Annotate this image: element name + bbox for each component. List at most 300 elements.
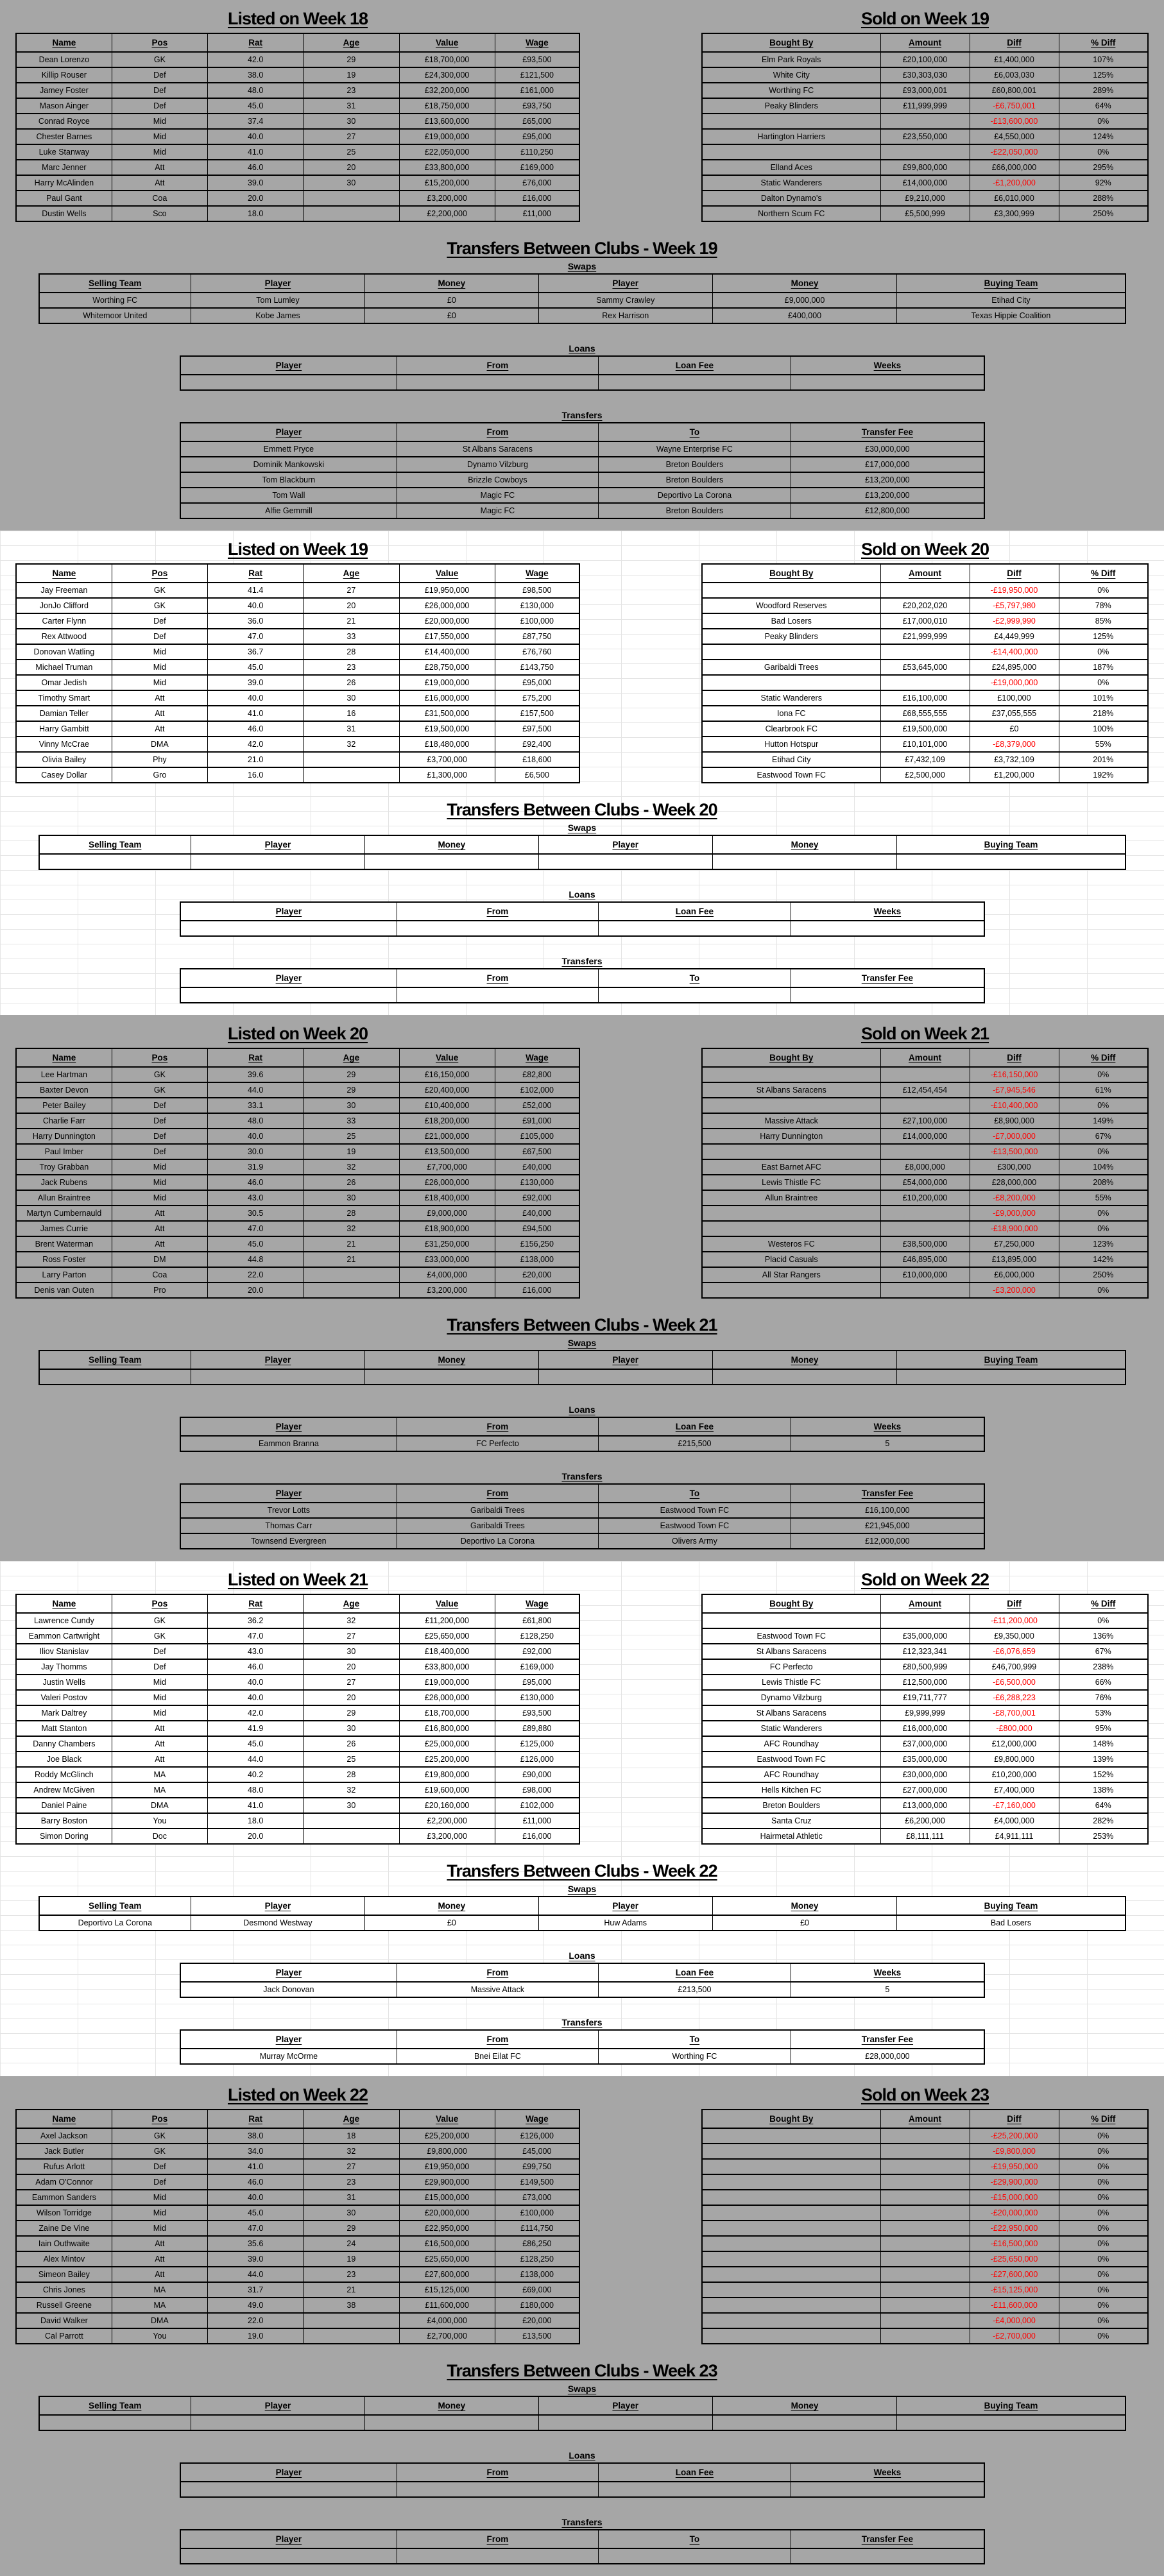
table-row <box>16 52 579 67</box>
cell: £102,000 <box>495 1082 579 1098</box>
table-row <box>16 2159 579 2174</box>
listed-table <box>15 1048 580 1299</box>
column-header: Selling Team <box>39 274 191 293</box>
cell: 27 <box>304 583 399 598</box>
cell: £20,160,000 <box>399 1798 495 1813</box>
cell: £19,000,000 <box>399 675 495 690</box>
table-row <box>702 675 1148 690</box>
sold-title: Sold on Week 19 <box>860 9 989 28</box>
cell: 32 <box>304 1782 399 1798</box>
header-row <box>702 33 1148 52</box>
column-header: Buying Team <box>897 2396 1125 2415</box>
column-header: Player <box>180 2530 397 2548</box>
cell: Tom Lumley <box>191 293 365 308</box>
cell: £3,200,000 <box>399 1829 495 1844</box>
cell: 138% <box>1059 1782 1148 1798</box>
cell: 92% <box>1059 175 1148 191</box>
cell: 40.0 <box>208 1129 304 1144</box>
listed-title: Listed on Week 22 <box>227 2085 368 2104</box>
column-header: Buying Team <box>897 835 1125 854</box>
loans-table <box>180 901 985 937</box>
cell: Def <box>112 67 207 83</box>
header-row <box>702 2110 1148 2128</box>
cell: Tom Wall <box>180 488 397 503</box>
column-header: % Diff <box>1059 2110 1148 2128</box>
cell: 32 <box>304 2144 399 2159</box>
cell: Att <box>112 1206 207 1221</box>
cell <box>880 675 970 690</box>
table-row <box>702 1782 1148 1798</box>
column-header: Pos <box>112 33 207 52</box>
cell: Baxter Devon <box>16 1082 112 1098</box>
cell: £37,000,000 <box>880 1736 970 1752</box>
cell: £10,200,000 <box>970 1767 1059 1782</box>
cell: 40.0 <box>208 2190 304 2205</box>
column-header: To <box>598 423 791 441</box>
column-header: Pos <box>112 2110 207 2128</box>
cell: £92,000 <box>495 1190 579 1206</box>
cell: £52,000 <box>495 1098 579 1113</box>
deals-label: Transfers <box>561 2517 603 2527</box>
table-row <box>16 1628 579 1644</box>
deals-label: Transfers <box>561 1471 603 1481</box>
cell: £40,000 <box>495 1159 579 1175</box>
cell: £93,000,001 <box>880 83 970 98</box>
cell: 29 <box>304 1082 399 1098</box>
column-header: Amount <box>880 1594 970 1613</box>
cell: £35,000,000 <box>880 1628 970 1644</box>
table-row <box>16 1690 579 1705</box>
cell: Etihad City <box>897 293 1125 308</box>
table-row <box>16 2128 579 2144</box>
cell: £92,000 <box>495 1644 579 1659</box>
cell <box>712 854 897 869</box>
cell: £30,000,000 <box>791 441 984 457</box>
table-row <box>16 1206 579 1221</box>
cell <box>791 375 984 390</box>
transfers-section <box>0 1861 1164 2065</box>
column-header: Weeks <box>791 1963 984 1982</box>
cell <box>880 1221 970 1236</box>
cell: 21 <box>304 613 399 629</box>
column-header: Wage <box>495 1594 579 1613</box>
week-band-23 <box>0 2076 1164 2576</box>
cell: £11,999,999 <box>880 98 970 114</box>
cell: Harry Dunnington <box>702 1129 880 1144</box>
cell: 61% <box>1059 1082 1148 1098</box>
cell: £16,800,000 <box>399 1721 495 1736</box>
cell: Def <box>112 98 207 114</box>
cell: 64% <box>1059 1798 1148 1813</box>
cell: 19 <box>304 2251 399 2267</box>
cell: Att <box>112 2236 207 2251</box>
cell <box>702 1144 880 1159</box>
cell: Simon Doring <box>16 1829 112 1844</box>
table-row <box>702 1144 1148 1159</box>
cell: Bad Losers <box>897 1915 1125 1931</box>
cell: £114,750 <box>495 2221 579 2236</box>
cell <box>880 2205 970 2221</box>
listed-table <box>15 1594 580 1845</box>
cell: Def <box>112 2159 207 2174</box>
cell: £65,000 <box>495 114 579 129</box>
cell: Lewis Thistle FC <box>702 1675 880 1690</box>
table-row <box>180 2049 984 2064</box>
cell: FC Perfecto <box>702 1659 880 1675</box>
cell: 30 <box>304 175 399 191</box>
column-header: Money <box>712 1351 897 1369</box>
cell: Att <box>112 160 207 175</box>
cell: Hells Kitchen FC <box>702 1782 880 1798</box>
cell: 124% <box>1059 129 1148 144</box>
cell <box>702 2174 880 2190</box>
cell <box>880 644 970 660</box>
cell: £10,101,000 <box>880 737 970 752</box>
column-header: Name <box>16 33 112 52</box>
cell: Alfie Gemmill <box>180 503 397 518</box>
cell: 31 <box>304 721 399 737</box>
column-header: Wage <box>495 33 579 52</box>
table-row <box>702 2144 1148 2159</box>
cell: £21,000,000 <box>399 1129 495 1144</box>
column-header: Money <box>712 835 897 854</box>
cell: Huw Adams <box>538 1915 712 1931</box>
cell: £25,200,000 <box>399 2128 495 2144</box>
cell: Rufus Arlott <box>16 2159 112 2174</box>
cell: £0 <box>970 721 1059 737</box>
column-header: Transfer Fee <box>791 2030 984 2049</box>
swaps-table <box>39 1350 1126 1385</box>
column-header: Player <box>180 969 397 987</box>
cell: 45.0 <box>208 98 304 114</box>
cell: £80,500,999 <box>880 1659 970 1675</box>
cell: Larry Parton <box>16 1267 112 1283</box>
cell: £9,000,000 <box>712 293 897 308</box>
cell: Static Wanderers <box>702 175 880 191</box>
table-row <box>702 144 1148 160</box>
cell: Mid <box>112 2190 207 2205</box>
cell: £28,000,000 <box>970 1175 1059 1190</box>
column-header: Diff <box>970 1594 1059 1613</box>
cell: 21.0 <box>208 752 304 767</box>
cell: Denis van Outen <box>16 1283 112 1298</box>
cell: Deportivo La Corona <box>397 1533 598 1549</box>
cell: 30 <box>304 1798 399 1813</box>
cell: £37,055,555 <box>970 706 1059 721</box>
cell: 0% <box>1059 144 1148 160</box>
cell: £6,010,000 <box>970 191 1059 206</box>
cell <box>880 2190 970 2205</box>
cell: 250% <box>1059 206 1148 221</box>
table-row <box>16 2236 579 2251</box>
table-row <box>16 721 579 737</box>
column-header: Money <box>712 2396 897 2415</box>
cell: 20.0 <box>208 1283 304 1298</box>
cell: £27,000,000 <box>880 1782 970 1798</box>
deals-table <box>180 1483 985 1549</box>
cell: Etihad City <box>702 752 880 767</box>
swaps-label: Swaps <box>567 2384 597 2394</box>
column-header: Name <box>16 1048 112 1067</box>
cell: GK <box>112 1067 207 1082</box>
table-row <box>702 129 1148 144</box>
cell: £2,700,000 <box>399 2328 495 2344</box>
listed-table <box>15 33 580 222</box>
column-header: From <box>397 969 598 987</box>
cell: 125% <box>1059 629 1148 644</box>
cell: £16,000 <box>495 1829 579 1844</box>
cell: Def <box>112 629 207 644</box>
cell: Garibaldi Trees <box>702 660 880 675</box>
swaps-label: Swaps <box>567 1884 597 1894</box>
cell: Harry Gambitt <box>16 721 112 737</box>
cell <box>702 583 880 598</box>
cell: 23 <box>304 83 399 98</box>
cell: 238% <box>1059 1659 1148 1675</box>
cell: £9,800,000 <box>970 1752 1059 1767</box>
cell: 30 <box>304 1190 399 1206</box>
cell: Breton Boulders <box>598 472 791 488</box>
cell: Alex Mintov <box>16 2251 112 2267</box>
cell: £75,200 <box>495 690 579 706</box>
cell: £33,800,000 <box>399 160 495 175</box>
cell: Iain Outhwaite <box>16 2236 112 2251</box>
cell <box>304 1813 399 1829</box>
cell: Bad Losers <box>702 613 880 629</box>
cell <box>880 2328 970 2344</box>
column-header: From <box>397 2530 598 2548</box>
cell: 64% <box>1059 98 1148 114</box>
listed-panel <box>15 1023 580 1299</box>
listed-table <box>15 2109 580 2344</box>
cell: £21,999,999 <box>880 629 970 644</box>
cell: 20.0 <box>208 191 304 206</box>
cell <box>364 1369 538 1385</box>
cell: £156,250 <box>495 1236 579 1252</box>
cell: £8,111,111 <box>880 1829 970 1844</box>
column-header: Bought By <box>702 1048 880 1067</box>
cell <box>304 767 399 783</box>
cell: 32 <box>304 1221 399 1236</box>
table-row <box>180 441 984 457</box>
cell: £73,000 <box>495 2190 579 2205</box>
cell <box>180 2548 397 2564</box>
table-row <box>16 129 579 144</box>
sold-title: Sold on Week 21 <box>860 1024 989 1043</box>
cell: Att <box>112 1736 207 1752</box>
listed-title: Listed on Week 20 <box>227 1024 368 1043</box>
cell: Jay Thomms <box>16 1659 112 1675</box>
cell: -£18,900,000 <box>970 1221 1059 1236</box>
cell: 0% <box>1059 2144 1148 2159</box>
table-row <box>702 706 1148 721</box>
cell: 55% <box>1059 737 1148 752</box>
cell: -£8,379,000 <box>970 737 1059 752</box>
cell: £1,400,000 <box>970 52 1059 67</box>
deals-table <box>180 968 985 1003</box>
column-header: Loan Fee <box>598 902 791 921</box>
table-row <box>702 2128 1148 2144</box>
cell: £93,500 <box>495 52 579 67</box>
cell <box>880 2236 970 2251</box>
table-row <box>16 191 579 206</box>
table-row <box>702 613 1148 629</box>
cell: £13,000,000 <box>880 1798 970 1813</box>
cell: 19.0 <box>208 2328 304 2344</box>
table-row <box>180 987 984 1003</box>
column-header: Diff <box>970 564 1059 583</box>
cell: 0% <box>1059 2267 1148 2282</box>
cell: MA <box>112 2282 207 2298</box>
column-header: Player <box>191 274 365 293</box>
cell <box>180 987 397 1003</box>
transfers-title: Transfers Between Clubs - Week 21 <box>447 1315 717 1335</box>
cell: £20,400,000 <box>399 1082 495 1098</box>
cell: £27,100,000 <box>880 1113 970 1129</box>
cell: Mid <box>112 1690 207 1705</box>
table-row <box>39 308 1125 323</box>
table-row <box>702 598 1148 613</box>
listed-title: Listed on Week 21 <box>227 1570 368 1589</box>
cell: £4,550,000 <box>970 129 1059 144</box>
table-row <box>16 644 579 660</box>
cell: Hartington Harriers <box>702 129 880 144</box>
table-row <box>16 1098 579 1113</box>
table-row <box>16 1236 579 1252</box>
cell: £9,350,000 <box>970 1628 1059 1644</box>
cell: £10,400,000 <box>399 1098 495 1113</box>
cell: Dustin Wells <box>16 206 112 221</box>
column-header: Loan Fee <box>598 1417 791 1436</box>
cell <box>304 1829 399 1844</box>
cell: £11,600,000 <box>399 2298 495 2313</box>
cell: 36.0 <box>208 613 304 629</box>
column-header: Diff <box>970 33 1059 52</box>
cell: Killip Rouser <box>16 67 112 83</box>
cell: £100,000 <box>495 613 579 629</box>
cell: Iliov Stanislav <box>16 1644 112 1659</box>
table-row <box>702 206 1148 221</box>
cell: GK <box>112 52 207 67</box>
table-row <box>39 1369 1125 1385</box>
cell: 53% <box>1059 1705 1148 1721</box>
cell <box>39 854 191 869</box>
column-header: From <box>397 1963 598 1982</box>
cell: 5 <box>791 1436 984 1451</box>
cell: £31,500,000 <box>399 706 495 721</box>
column-header: Loan Fee <box>598 1963 791 1982</box>
market-pair <box>0 1569 1164 1845</box>
table-row <box>16 2313 579 2328</box>
cell: 30.0 <box>208 1144 304 1159</box>
cell: Luke Stanway <box>16 144 112 160</box>
table-row <box>16 1736 579 1752</box>
cell: Eastwood Town FC <box>702 1752 880 1767</box>
cell: 101% <box>1059 690 1148 706</box>
table-row <box>702 2267 1148 2282</box>
cell: 48.0 <box>208 1782 304 1798</box>
cell: Mid <box>112 1159 207 1175</box>
table-row <box>702 1221 1148 1236</box>
cell: £100,000 <box>970 690 1059 706</box>
cell: 289% <box>1059 83 1148 98</box>
table-row <box>16 2144 579 2159</box>
table-row <box>702 1613 1148 1628</box>
cell <box>897 2415 1125 2430</box>
cell: £13,200,000 <box>791 472 984 488</box>
column-header: % Diff <box>1059 564 1148 583</box>
cell: Jamey Foster <box>16 83 112 98</box>
table-row <box>180 1533 984 1549</box>
cell: £138,000 <box>495 1252 579 1267</box>
cell: £23,550,000 <box>880 129 970 144</box>
cell: 40.0 <box>208 129 304 144</box>
column-header: % Diff <box>1059 1594 1148 1613</box>
market-pair <box>0 8 1164 222</box>
column-header: Rat <box>208 2110 304 2128</box>
cell: -£9,000,000 <box>970 1206 1059 1221</box>
loans-label: Loans <box>569 889 595 900</box>
cell: £3,200,000 <box>399 1283 495 1298</box>
cell: £19,711,777 <box>880 1690 970 1705</box>
cell: 0% <box>1059 2313 1148 2328</box>
cell: -£14,400,000 <box>970 644 1059 660</box>
cell: Doc <box>112 1829 207 1844</box>
table-row <box>16 67 579 83</box>
cell: Timothy Smart <box>16 690 112 706</box>
header-row <box>180 2030 984 2049</box>
cell <box>880 2267 970 2282</box>
cell: 44.0 <box>208 1082 304 1098</box>
cell <box>304 191 399 206</box>
column-header: Player <box>538 835 712 854</box>
cell: -£6,500,000 <box>970 1675 1059 1690</box>
cell: 250% <box>1059 1267 1148 1283</box>
cell: Mason Ainger <box>16 98 112 114</box>
table-row <box>702 1267 1148 1283</box>
table-row <box>16 1767 579 1782</box>
column-header: Name <box>16 564 112 583</box>
cell: £20,202,020 <box>880 598 970 613</box>
cell: 208% <box>1059 1175 1148 1190</box>
cell: Simeon Bailey <box>16 2267 112 2282</box>
cell: Brizzle Cowboys <box>397 472 598 488</box>
cell: Allun Braintree <box>702 1190 880 1206</box>
cell: 201% <box>1059 752 1148 767</box>
table-row <box>702 191 1148 206</box>
cell: 30 <box>304 1098 399 1113</box>
cell: £97,500 <box>495 721 579 737</box>
cell: Hutton Hotspur <box>702 737 880 752</box>
cell: £67,500 <box>495 1144 579 1159</box>
transfers-title: Transfers Between Clubs - Week 20 <box>447 800 717 819</box>
cell: Mid <box>112 1675 207 1690</box>
cell: 43.0 <box>208 1644 304 1659</box>
table-row <box>16 1283 579 1298</box>
cell: 187% <box>1059 660 1148 675</box>
cell: £4,000,000 <box>399 1267 495 1283</box>
cell: £105,000 <box>495 1129 579 1144</box>
cell: £11,000 <box>495 1813 579 1829</box>
cell <box>791 987 984 1003</box>
cell: £26,000,000 <box>399 598 495 613</box>
cell <box>598 2548 791 2564</box>
table-row <box>16 1129 579 1144</box>
cell: Att <box>112 721 207 737</box>
cell: 33 <box>304 629 399 644</box>
sold-title: Sold on Week 22 <box>860 1570 989 1589</box>
sold-title: Sold on Week 20 <box>860 540 989 559</box>
